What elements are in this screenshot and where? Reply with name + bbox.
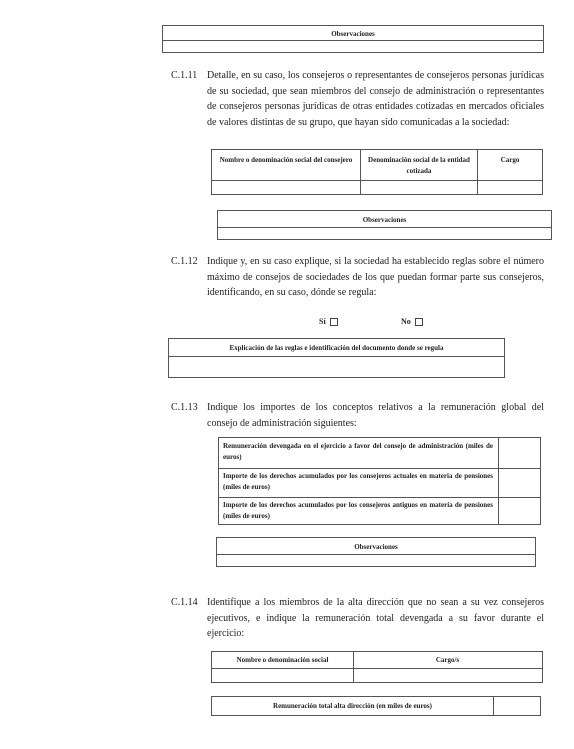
checkbox-no-icon[interactable] bbox=[415, 318, 423, 326]
c113-row-1: Remuneración devengada en el ejercicio a favor del consejo de administración (miles de euros) bbox=[223, 442, 493, 461]
section-c114-number: C.1.14 bbox=[171, 597, 198, 608]
c114-total-label: Remuneración total alta dirección (en miles de euros) bbox=[273, 702, 432, 710]
option-no[interactable] bbox=[401, 317, 423, 326]
top-observations-header: Observaciones bbox=[331, 30, 375, 38]
c113-observations-header: Observaciones bbox=[354, 543, 398, 551]
c113-row-3: Importe de los derechos acumulados por los consejeros antiguos en materia de pensiones (miles de euros) bbox=[223, 501, 493, 520]
section-c113-text: Indique los importes de los conceptos relativos a la remuneración global del consejo de administración siguientes: bbox=[207, 402, 544, 429]
option-no-label: No bbox=[401, 317, 411, 326]
c113-observations-table bbox=[216, 537, 536, 567]
c114-col-name: Nombre o denominación social bbox=[236, 656, 329, 664]
section-c111-text: Detalle, en su caso, los consejeros o representantes de consejeros personas jurídicas de su sociedad, que sean miembros del consejo de administración o representantes de consejeros personas jurídicas de otras entidades cotizadas en mercados oficiales de valores distintas de su grupo, que hayan sido comunicadas a la sociedad: bbox=[207, 70, 544, 128]
option-si-label: Sí bbox=[319, 317, 326, 326]
c114-col-cargo: Cargo/s bbox=[435, 656, 460, 664]
c111-col-cargo: Cargo bbox=[500, 156, 520, 164]
c113-row-2: Importe de los derechos acumulados por los consejeros actuales en materia de pensiones (miles de euros) bbox=[223, 472, 493, 491]
c114-table bbox=[211, 651, 543, 683]
c111-col-entity: Denominación social de la entidad cotizada bbox=[368, 156, 470, 175]
c112-explanation-table bbox=[168, 338, 505, 378]
option-si[interactable] bbox=[319, 317, 338, 326]
top-observations-table bbox=[162, 25, 544, 53]
section-c114-text: Identifique a los miembros de la alta dirección que no sean a su vez consejeros ejecutivos, e indique la remuneración total devengada a su favor durante el ejercicio: bbox=[207, 597, 544, 639]
section-c112-number: C.1.12 bbox=[171, 256, 198, 267]
c111-col-name: Nombre o denominación social del consejero bbox=[219, 156, 353, 164]
c111-observations-table bbox=[217, 210, 552, 240]
section-c113-number: C.1.13 bbox=[171, 402, 198, 413]
c112-explanation-header: Explicación de las reglas e identificación del documento donde se regula bbox=[229, 344, 444, 352]
section-c111-number: C.1.11 bbox=[171, 70, 198, 81]
section-c112-text: Indique y, en su caso explique, si la sociedad ha establecido reglas sobre el número máximo de consejos de sociedades de los que puedan formar parte sus consejeros, identificando, en su caso, dónde se regula: bbox=[207, 256, 544, 298]
c111-table bbox=[211, 149, 543, 195]
c114-total-table bbox=[211, 696, 541, 716]
checkbox-si-icon[interactable] bbox=[330, 318, 338, 326]
c111-observations-header: Observaciones bbox=[362, 216, 407, 224]
c113-remuneration-table bbox=[218, 437, 541, 525]
